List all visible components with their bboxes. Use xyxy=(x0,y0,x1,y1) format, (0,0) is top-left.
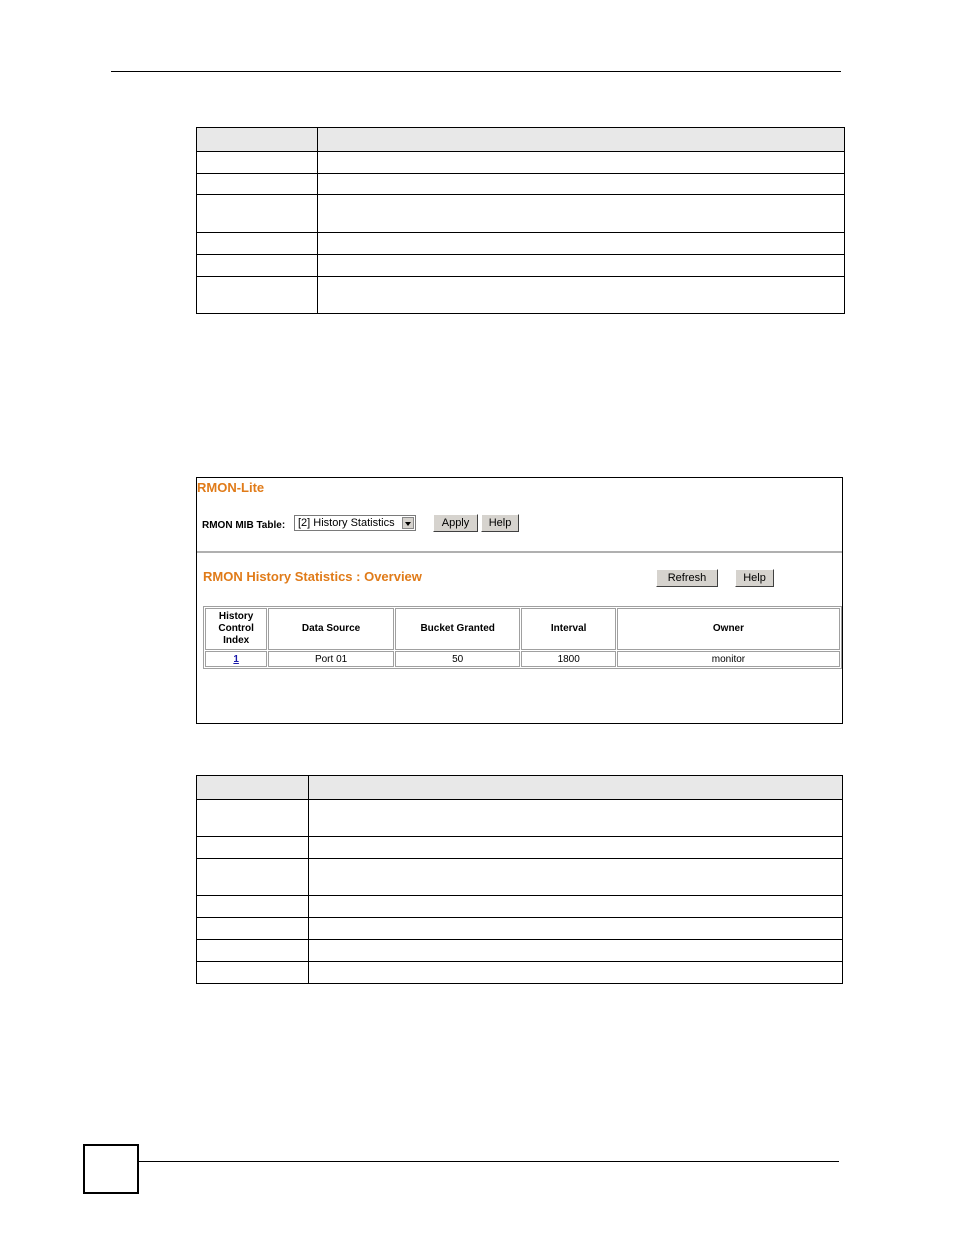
table-cell xyxy=(197,277,318,314)
table-cell xyxy=(197,918,309,940)
header-rule xyxy=(111,71,841,72)
table-header-cell xyxy=(318,128,845,152)
table-cell xyxy=(197,940,309,962)
chevron-down-icon[interactable] xyxy=(402,517,414,529)
table-cell xyxy=(197,233,318,255)
description-table-1 xyxy=(196,127,845,314)
table-cell xyxy=(197,255,318,277)
table-cell xyxy=(197,859,309,896)
table-cell xyxy=(309,837,843,859)
table-cell xyxy=(309,859,843,896)
table-cell xyxy=(309,918,843,940)
column-header-data-source: Data Source xyxy=(268,608,394,650)
table-cell xyxy=(318,233,845,255)
column-header-interval: Interval xyxy=(521,608,615,650)
history-statistics-table xyxy=(203,606,842,669)
table-cell xyxy=(309,800,843,837)
table-cell xyxy=(318,255,845,277)
rmon-screenshot-panel xyxy=(196,477,843,724)
column-header-history-control-index: History Control Index xyxy=(205,608,267,650)
table-cell xyxy=(197,195,318,233)
table-cell xyxy=(309,940,843,962)
overview-title: RMON History Statistics : Overview xyxy=(203,569,422,584)
table-cell xyxy=(309,962,843,984)
table-cell xyxy=(318,174,845,195)
column-header-bucket-granted: Bucket Granted xyxy=(395,608,521,650)
table-cell xyxy=(197,896,309,918)
table-cell xyxy=(197,800,309,837)
refresh-button[interactable]: Refresh xyxy=(656,569,718,587)
table-header-cell xyxy=(197,776,309,800)
owner-cell: monitor xyxy=(617,651,840,667)
table-cell xyxy=(309,896,843,918)
column-header-owner: Owner xyxy=(617,608,840,650)
table-header-cell xyxy=(197,128,318,152)
mib-table-select[interactable] xyxy=(294,515,416,531)
section-divider xyxy=(197,551,842,553)
mib-table-label: RMON MIB Table: xyxy=(202,520,286,531)
help-button[interactable]: Help xyxy=(481,514,519,532)
panel-title: RMON-Lite xyxy=(197,480,265,495)
data-source-cell: Port 01 xyxy=(268,651,394,667)
bucket-granted-cell: 50 xyxy=(395,651,521,667)
index-cell xyxy=(205,651,267,667)
table-row xyxy=(205,651,840,667)
table-cell xyxy=(318,195,845,233)
history-index-link[interactable]: 1 xyxy=(233,653,239,665)
table-cell xyxy=(318,277,845,314)
page-number-box xyxy=(83,1144,139,1194)
table-cell xyxy=(318,152,845,174)
table-cell xyxy=(197,152,318,174)
apply-button[interactable]: Apply xyxy=(433,514,478,532)
table-cell xyxy=(197,962,309,984)
table-cell xyxy=(197,837,309,859)
interval-cell: 1800 xyxy=(521,651,615,667)
footer-rule xyxy=(139,1161,839,1162)
description-table-2 xyxy=(196,775,843,984)
mib-table-selected-value: [2] History Statistics xyxy=(298,517,395,529)
table-cell xyxy=(197,174,318,195)
table-header-cell xyxy=(309,776,843,800)
help-button-overview[interactable]: Help xyxy=(735,569,774,587)
